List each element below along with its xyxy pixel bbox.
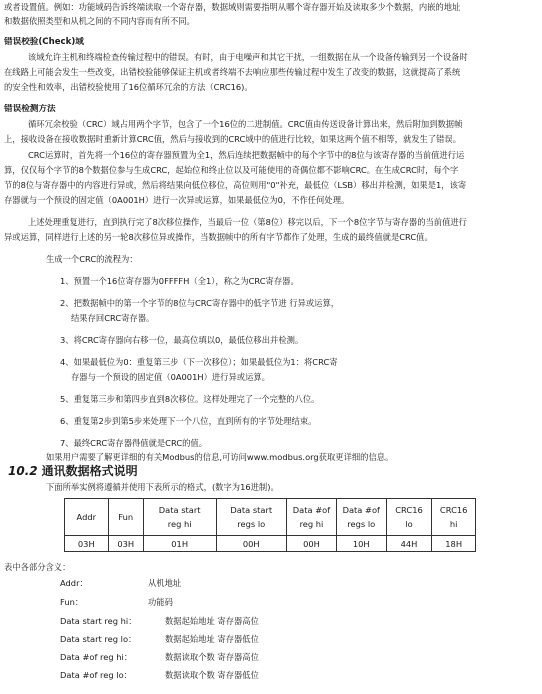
error-detect-heading: 错误检测方法 [4, 104, 56, 114]
crc-step-4: 4、如果最低位为0：重复第三步（下一次移位）；如果最低位为1：将CRC寄 [60, 357, 338, 367]
modbus-note: 如果用户需要了解更详细的有关Modbus的信息,可访问www.modbus.org获取更详细的信息。 [46, 452, 394, 462]
crc-step-1: 1、预置一个16位寄存器为0FFFFH（全1），称之为CRC寄存器。 [60, 276, 299, 286]
field-key-start-lo: Data start reg lo： [60, 634, 137, 644]
error-check-heading: 错误校验(Check)域 [4, 37, 84, 47]
cell-data-count-hi: 00H [287, 536, 337, 552]
header-addr: Addr [65, 499, 109, 536]
error-check-line-3: 的安全性和效率，出错校验使用了16位循环冗余的方法（CRC16)。 [4, 82, 253, 92]
intro-line-2: 和数据依照类型和从机之间的不同内容而有所不同。 [4, 16, 195, 26]
field-value-fun: 功能码 [148, 597, 173, 607]
crc-step-3: 3、将CRC寄存器向右移一位，最高位填以0，最低位移出并检测。 [60, 335, 304, 345]
header-data-count-lo: Data #of regs lo [336, 499, 386, 536]
field-key-fun: Fun： [60, 597, 84, 607]
field-key-count-lo: Data #of reg lo： [60, 670, 132, 680]
field-key-count-hi: Data #of reg hi： [60, 652, 133, 662]
crc-step-4-cont: 存器与一个预设的固定值（0A001H）进行异或运算。 [71, 372, 270, 382]
crc-para2-line-1: CRC运算时，首先将一个16位的寄存器预置为全1，然后连续把数据帧中的每个字节中的8位与该寄存器的当前值进行运 [28, 150, 465, 160]
header-crc-lo: CRC16 lo [386, 499, 432, 536]
table-header-row [65, 499, 476, 536]
crc-para1-line-2: 上，接收设备在接收数据时重新计算CRC值，然后与接收到的CRC域中的值进行比较，如果这两个值不相等，就发生了错误。 [4, 134, 462, 144]
field-value-addr: 从机地址 [148, 578, 182, 588]
section-number: 10.2 [8, 464, 38, 478]
crc-para3-line-1: 上述处理重复进行，直到执行完了8次移位操作，当最后一位（第8位）移完以后，下一个8位字节与寄存器的当前值进行 [28, 217, 467, 227]
header-data-count-hi: Data #of reg hi [287, 499, 337, 536]
cell-data-start-lo: 00H [216, 536, 287, 552]
header-crc-hi: CRC16 hi [432, 499, 476, 536]
cell-data-start-hi: 01H [143, 536, 216, 552]
section-title: 通讯数据格式说明 [41, 464, 138, 478]
field-key-addr: Addr： [60, 578, 88, 588]
crc-para1-line-1: 循环冗余校验（CRC）域占用两个字节，包含了一个16位的二进制值。CRC值由传送设备计算出来，然后附加到数据帧 [28, 119, 463, 129]
section-heading [8, 462, 138, 479]
header-data-start-lo: Data start regs lo [216, 499, 287, 536]
header-data-start-hi: Data start reg hi [143, 499, 216, 536]
crc-step-2-cont: 结果存回CRC寄存器。 [71, 313, 155, 323]
intro-line-1: 或者设置值。例如：功能域码告诉终端读取一个寄存器，数据域则需要指明从哪个寄存器开始及读取多少个数据，内嵌的地址 [4, 2, 461, 12]
crc-para3-line-2: 异或运算，同样进行上述的另一轮8次移位异或操作，当数据帧中的所有字节都作了处理，生成的最终值就是CRC值。 [4, 232, 433, 242]
field-key-start-hi: Data start reg hi： [60, 616, 137, 626]
field-value-start-hi: 数据起始地址 寄存器高位 [165, 616, 259, 626]
section-intro: 下面所举实例将遵循并使用下表所示的格式，(数字为16进制)。 [46, 482, 279, 492]
table-row [65, 536, 476, 552]
fields-intro: 表中各部分含义： [4, 562, 71, 572]
field-value-count-lo: 数据读取个数 寄存器低位 [165, 670, 259, 680]
cell-addr: 03H [65, 536, 109, 552]
header-fun: Fun [108, 499, 143, 536]
crc-step-2: 2、把数据帧中的第一个字节的8位与CRC寄存器中的低字节进 行异或运算， [60, 298, 340, 308]
crc-step-6: 6、重复第2步到第5步来处理下一个八位，直到所有的字节处理结束。 [60, 416, 317, 426]
cell-crc-lo: 44H [386, 536, 432, 552]
cell-data-count-lo: 10H [336, 536, 386, 552]
crc-step-7: 7、最终CRC寄存器得值就是CRC的值。 [60, 438, 208, 448]
crc-para2-line-3: 节的8位与寄存器中的内容进行异或，然后将结果向低位移位，高位则用"0"补充，最低位（LSB）移出并检测，如果是1，该寄 [4, 180, 467, 190]
crc-para2-line-2: 算，仅仅每个字节的8个数据位参与生成CRC，起始位和终止位以及可能使用的奇偶位都不影响CRC。在生成CRC时，每个字 [4, 165, 459, 175]
crc-flow-title: 生成一个CRC的流程为： [46, 254, 138, 264]
frame-format-table [64, 498, 476, 552]
cell-crc-hi: 18H [432, 536, 476, 552]
cell-fun: 03H [108, 536, 143, 552]
crc-step-5: 5、重复第三步和第四步直到8次移位。这样处理完了一个完整的八位。 [60, 394, 320, 404]
error-check-line-1: 该域允许主机和终端检查传输过程中的错误。有时，由于电噪声和其它干扰，一组数据在从一个设备传输到另一个设备时 [28, 52, 468, 62]
crc-para2-line-4: 存器就与一个预设的固定值（0A001H）进行一次异或运算，如果最低位为0，不作任何处理。 [4, 195, 350, 205]
field-value-start-lo: 数据起始地址 寄存器低位 [165, 634, 259, 644]
field-value-count-hi: 数据读取个数 寄存器高位 [165, 652, 259, 662]
error-check-line-2: 在线路上可能会发生一些改变，出错校验能够保证主机或者终端不去响应那些传输过程中发生了改变的数据，这就提高了系统 [4, 67, 461, 77]
